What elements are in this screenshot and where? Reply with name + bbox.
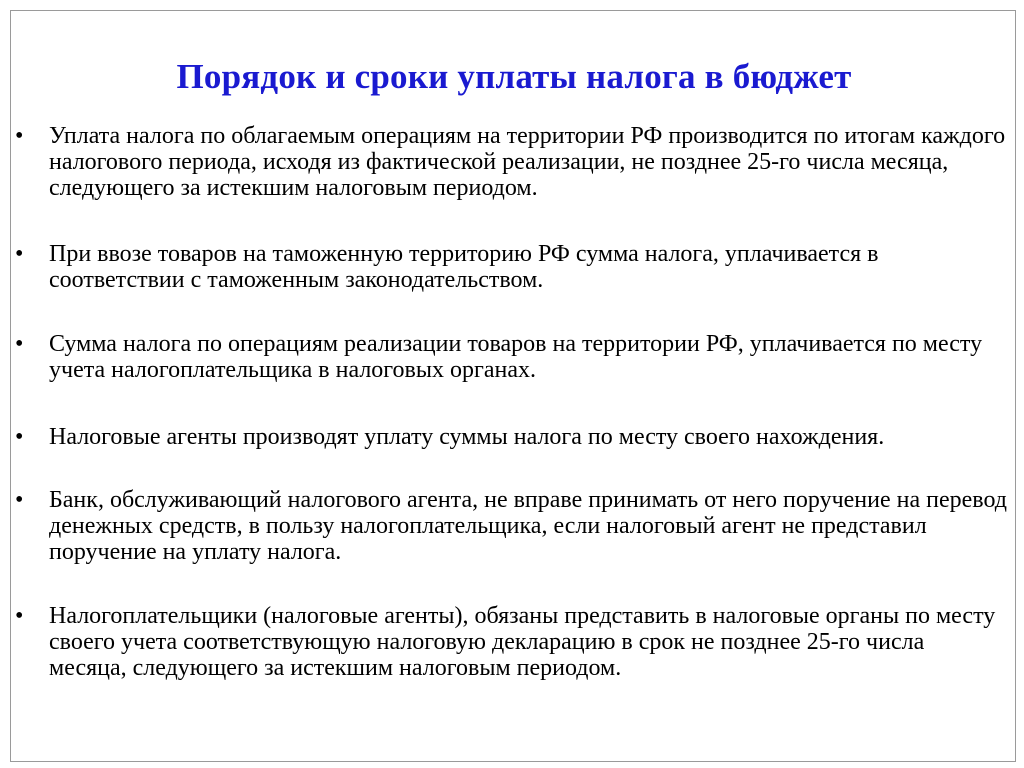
bullet-text: Налогоплательщики (налоговые агенты), обязаны представить в налоговые органы по месту своего учета соответствующую налоговую декларацию в срок не позднее 25-го числа месяца, следующего за истекшим налоговым периодом. xyxy=(49,603,996,681)
bullet-dot-icon: • xyxy=(15,331,24,357)
bullet-dot-icon: • xyxy=(15,241,24,267)
slide xyxy=(10,10,1016,762)
slide-title: Порядок и сроки уплаты налога в бюджет xyxy=(176,57,852,96)
bullet-text: Банк, обслуживающий налогового агента, не вправе принимать от него поручение на перевод денежных средств, в пользу налогоплательщика, если налоговый агент не представил поручение на уплату налога. xyxy=(49,487,1007,565)
bullet-text: Сумма налога по операциям реализации товаров на территории РФ, уплачивается по месту учета налогоплательщика в налоговых органах. xyxy=(49,331,983,383)
bullet-dot-icon: • xyxy=(15,123,24,149)
bullet-dot-icon: • xyxy=(15,603,24,629)
bullet-text: При ввозе товаров на таможенную территорию РФ сумма налога, уплачивается в соответствии с таможенным законодательством. xyxy=(49,241,879,293)
bullet-dot-icon: • xyxy=(15,424,24,450)
bullet-text: Налоговые агенты производят уплату суммы налога по месту своего нахождения. xyxy=(49,424,885,450)
bullet-text: Уплата налога по облагаемым операциям на территории РФ производится по итогам каждого налогового периода, исходя из фактической реализации, не позднее 25-го числа месяца, следующего за истекшим налоговым периодом. xyxy=(49,123,1006,201)
bullet-dot-icon: • xyxy=(15,487,24,513)
